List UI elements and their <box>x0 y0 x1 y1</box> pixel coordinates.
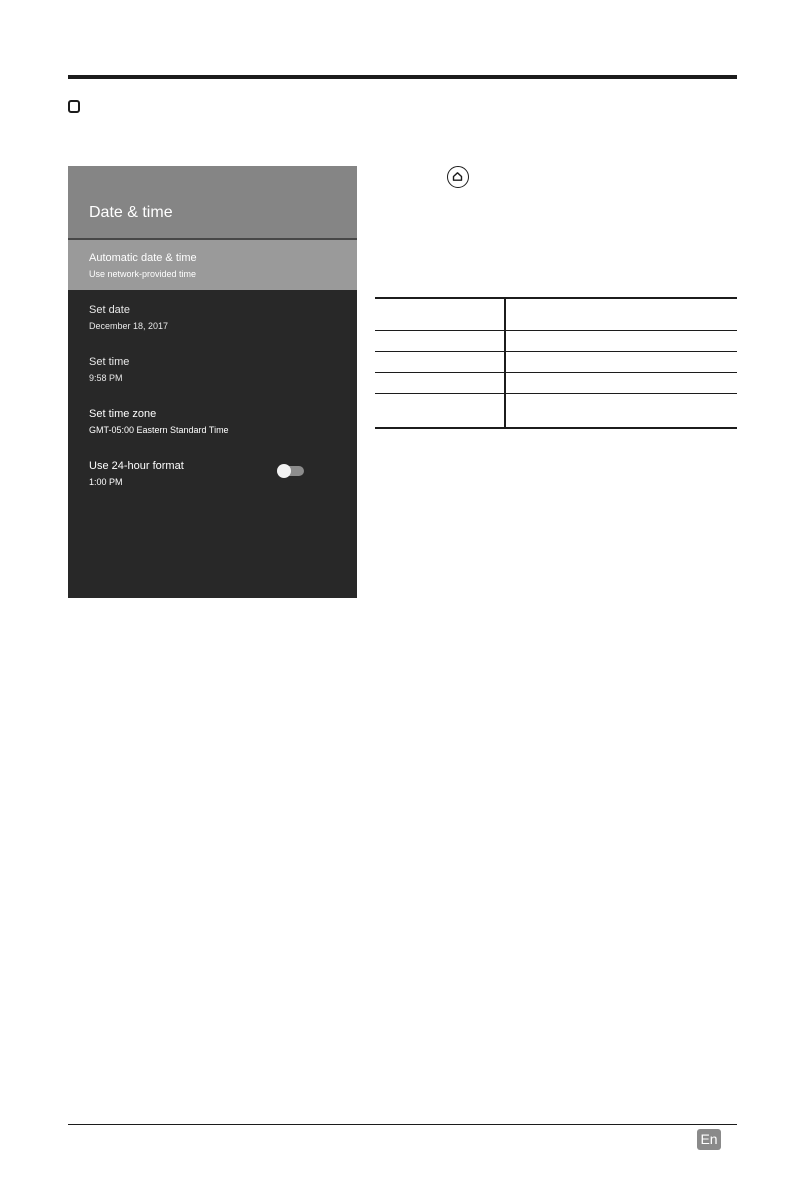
menu-item-automatic-date-time[interactable] <box>68 240 357 290</box>
menu-item-value: GMT-05:00 Eastern Standard Time <box>89 425 229 435</box>
empty-table <box>375 297 737 429</box>
table-rule <box>375 330 737 331</box>
bottom-rule <box>68 1124 737 1125</box>
menu-item-label: Set time zone <box>89 408 157 420</box>
menu-item-label: Set date <box>89 304 130 316</box>
menu-item-set-time[interactable] <box>68 348 357 398</box>
menu-item-label: Automatic date & time <box>89 252 197 264</box>
table-rule <box>375 351 737 352</box>
table-rule <box>375 297 737 299</box>
menu-item-value: 9:58 PM <box>89 373 123 383</box>
menu-item-value: 1:00 PM <box>89 477 123 487</box>
menu-header <box>68 166 357 240</box>
menu-item-label: Use 24-hour format <box>89 460 184 472</box>
toggle-knob <box>277 464 291 478</box>
date-time-menu-screenshot <box>68 166 357 598</box>
home-icon-glyph <box>452 171 463 182</box>
menu-item-set-time-zone[interactable] <box>68 400 357 450</box>
menu-item-label: Set time <box>89 356 130 368</box>
square-outline-icon <box>68 100 80 113</box>
table-column-divider <box>504 297 506 429</box>
home-icon <box>447 166 469 188</box>
menu-item-24-hour-format[interactable] <box>68 452 357 502</box>
table-rule <box>375 372 737 373</box>
menu-item-value: Use network-provided time <box>89 269 197 279</box>
menu-title: Date & time <box>89 204 173 221</box>
table-rule <box>375 427 737 429</box>
menu-item-set-date[interactable] <box>68 296 357 346</box>
table-rule <box>375 393 737 394</box>
24-hour-format-toggle[interactable] <box>278 466 304 476</box>
language-badge: En <box>697 1129 721 1150</box>
top-rule <box>68 75 737 79</box>
menu-item-value: December 18, 2017 <box>89 321 169 331</box>
